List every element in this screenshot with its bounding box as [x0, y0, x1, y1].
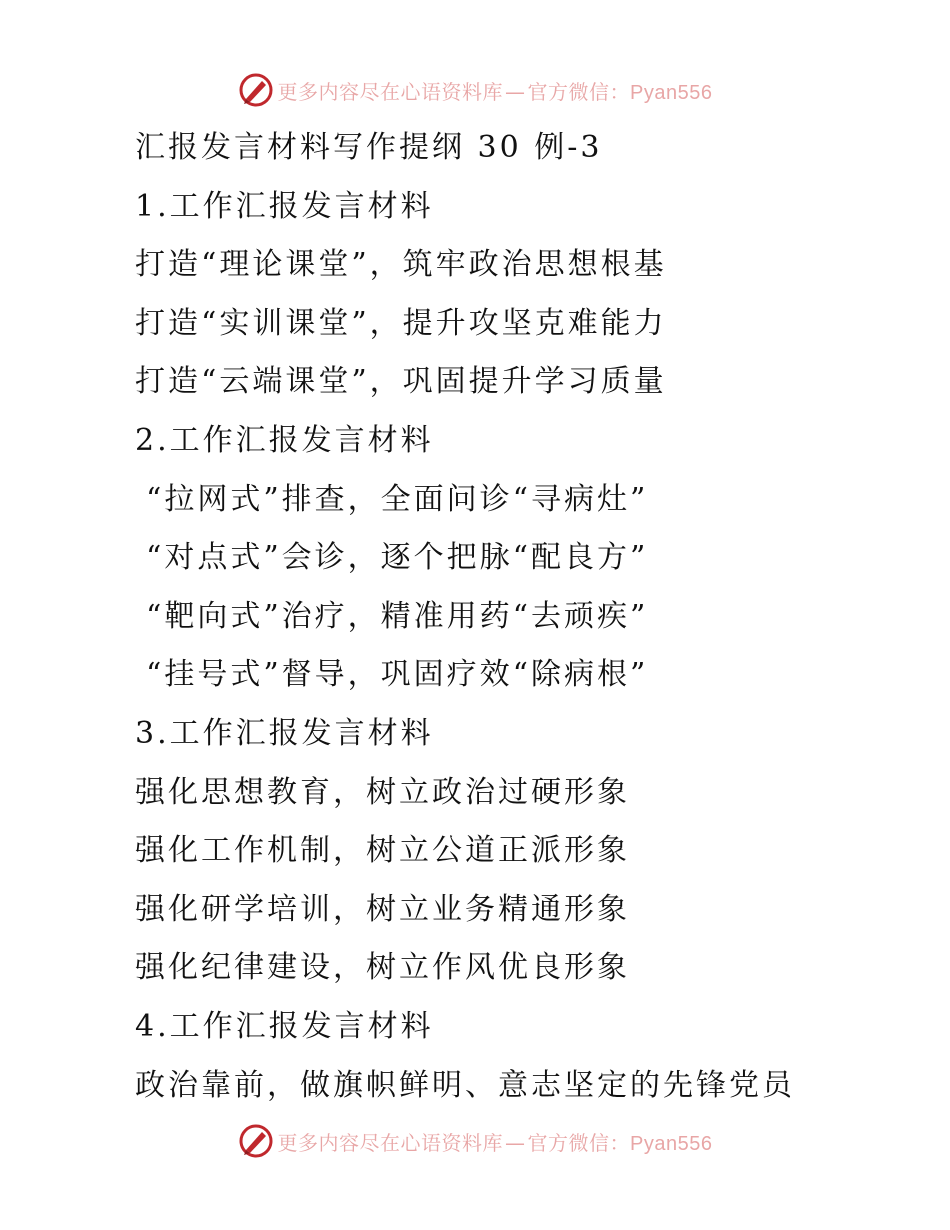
watermark-separator: —	[505, 79, 526, 104]
pen-logo-icon	[238, 1123, 274, 1159]
outline-item: “靶向式”治疗，精准用药“去顽疾”	[146, 598, 649, 634]
section-heading: 4.工作汇报发言材料	[135, 1008, 434, 1044]
outline-item: “挂号式”督导，巩固疗效“除病根”	[146, 657, 649, 693]
watermark-text	[278, 76, 713, 105]
watermark-wechat-label: 官方微信：	[527, 79, 631, 104]
outline-item: 强化工作机制，树立公道正派形象	[135, 833, 630, 869]
watermark-wechat-label: 官方微信：	[527, 1130, 631, 1155]
outline-item: 打造“云端课堂”，巩固提升学习质量	[135, 364, 667, 400]
watermark-text	[278, 1127, 713, 1156]
watermark-site-text: 更多内容尽在心语资料库	[277, 1130, 504, 1155]
section-heading: 2.工作汇报发言材料	[135, 422, 434, 458]
document-body	[0, 119, 950, 1115]
footer-watermark	[0, 1121, 950, 1161]
outline-item: 强化纪律建设，树立作风优良形象	[135, 950, 630, 986]
pen-logo-icon	[238, 72, 274, 108]
watermark-site-text: 更多内容尽在心语资料库	[277, 79, 504, 104]
section-heading: 1.工作汇报发言材料	[135, 188, 434, 224]
section-heading: 3.工作汇报发言材料	[135, 715, 434, 751]
outline-item: 强化思想教育，树立政治过硬形象	[135, 774, 630, 810]
header-watermark	[0, 70, 950, 110]
watermark-separator: —	[505, 1130, 526, 1155]
outline-item: 打造“实训课堂”，提升攻坚克难能力	[135, 305, 667, 341]
outline-item: 政治靠前，做旗帜鲜明、意志坚定的先锋党员	[135, 1067, 795, 1103]
watermark-wechat-id: Pyan556	[630, 1132, 713, 1155]
outline-item: “拉网式”排查，全面问诊“寻病灶”	[146, 481, 649, 517]
outline-item: 强化研学培训，树立业务精通形象	[135, 891, 630, 927]
outline-item: “对点式”会诊，逐个把脉“配良方”	[146, 540, 649, 576]
watermark-wechat-id: Pyan556	[630, 81, 713, 104]
outline-item: 打造“理论课堂”，筑牢政治思想根基	[135, 247, 667, 283]
document-title: 汇报发言材料写作提纲 30 例-3	[135, 130, 603, 165]
